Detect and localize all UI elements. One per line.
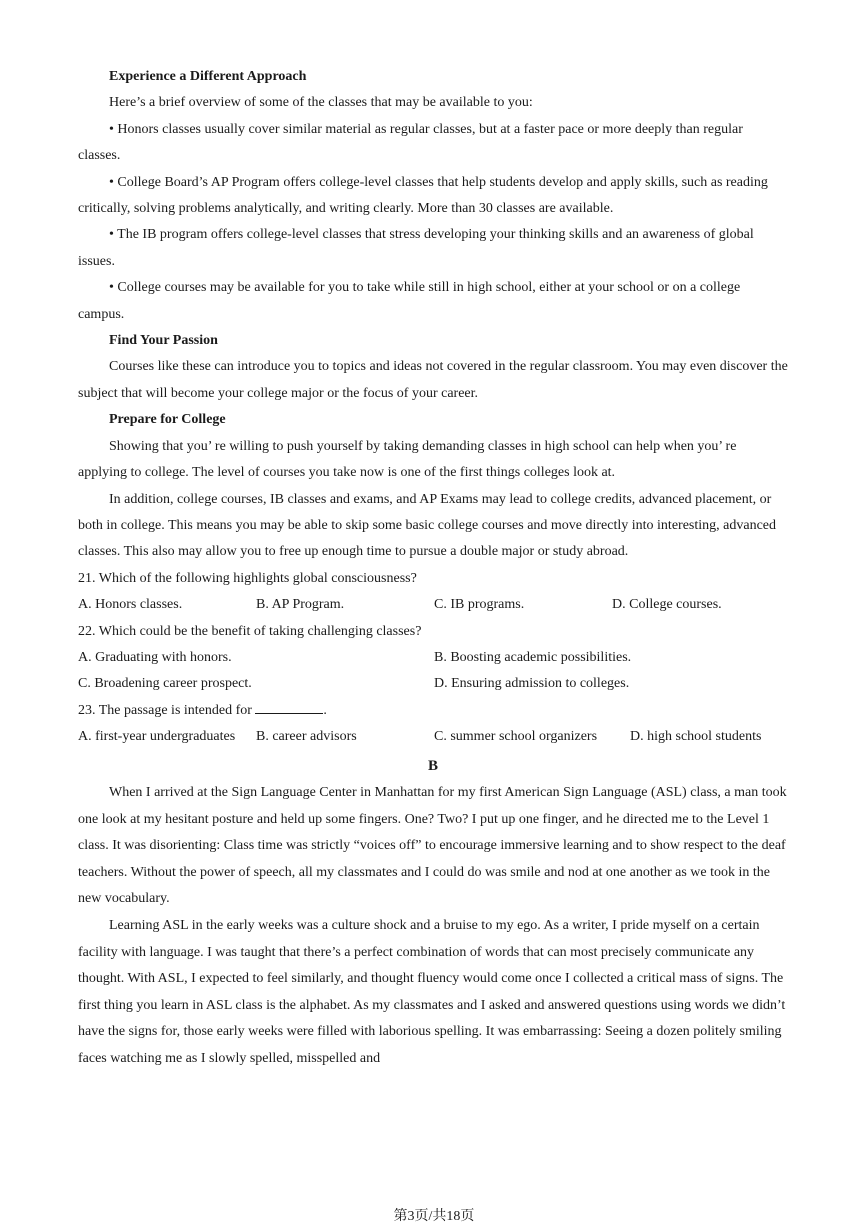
question-23-options	[78, 724, 788, 750]
q23-stem-text: 23. The passage is intended for	[78, 702, 252, 718]
page-footer: 第3页/共18页	[393, 1209, 475, 1224]
intro-paragraph: Here’s a brief overview of some of the classes that may be available to you:	[109, 95, 533, 111]
bullet-college-courses: • College courses may be available for you to take while still in high school, either at your school or on a college campus.	[78, 280, 741, 322]
q23-option-a: A. first-year undergraduates	[78, 729, 236, 745]
answer-blank	[255, 699, 323, 714]
q22-option-b: B. Boosting academic possibilities.	[434, 649, 632, 665]
q23-option-d: D. high school students	[630, 729, 762, 745]
q21-option-a: A. Honors classes.	[78, 597, 183, 613]
section-b	[78, 780, 788, 1073]
question-21-options	[78, 592, 788, 618]
q22-option-a: A. Graduating with honors.	[78, 649, 232, 665]
q21-option-b: B. AP Program.	[256, 597, 345, 613]
question-23-stem	[78, 698, 788, 724]
q21-option-c: C. IB programs.	[434, 597, 525, 613]
section-b-paragraph-1: When I arrived at the Sign Language Center in Manhattan for my first American Sign Language (ASL) class, a man took one look at my hesitant posture and held up some fingers. One? Two? I put up one finger, and he directed me to the Level 1 class. It was disorienting: Class time was strictly “voices off” to encourage immersive learning and to show respect to the deaf teachers. Without the power of speech, all my classmates and I could do was smile and nod at one another as we took in the new vocabulary.	[78, 784, 787, 907]
prepare-paragraph-2: In addition, college courses, IB classes and exams, and AP Exams may lead to college credits, advanced placement, or both in college. This means you may be able to skip some basic college courses and move directly into interesting, advanced classes. This also may allow you to free up enough time to pursue a double major or study abroad.	[78, 491, 776, 560]
q23-stem-end: .	[323, 702, 327, 718]
q22-option-c: C. Broadening career prospect.	[78, 676, 252, 692]
question-22-options-row2	[78, 671, 788, 697]
prepare-paragraph-1: Showing that you’ re willing to push yourself by taking demanding classes in high school can help when you’ re applying to college. The level of courses you take now is one of the first things colleges look at.	[78, 438, 737, 481]
q23-option-b: B. career advisors	[256, 729, 357, 745]
heading-experience: Experience a Different Approach	[109, 69, 307, 84]
heading-passion: Find Your Passion	[109, 333, 218, 349]
q22-option-d: D. Ensuring admission to colleges.	[434, 676, 630, 692]
section-b-label: B	[427, 757, 438, 774]
passion-paragraph: Courses like these can introduce you to topics and ideas not covered in the regular classroom. You may even discover the subject that will become your college major or the focus of your career.	[78, 359, 788, 401]
heading-prepare: Prepare for College	[109, 412, 226, 428]
bullet-ap: • College Board’s AP Program offers college-level classes that help students develop and apply skills, such as reading critically, solving problems analytically, and writing clearly. More than 30 classes are available.	[78, 174, 768, 217]
section-b-paragraph-2: Learning ASL in the early weeks was a culture shock and a bruise to my ego. As a writer, I pride myself on a certain facility with language. I was taught that there’s a perfect combination of words that can most precisely communicate any thought. With ASL, I expected to feel similarly, and thought fluency would come once I collected a critical mass of signs. The first thing you learn in ASL class is the alphabet. As my classmates and I asked and answered questions using words we didn’t have the signs for, those early weeks were filled with laborious spelling. It was embarrassing: Seeing a dozen politely smiling faces watching me as I slowly spelled, misspelled and	[78, 917, 786, 1066]
q21-option-d: D. College courses.	[612, 597, 722, 613]
question-22-stem: 22. Which could be the benefit of taking challenging classes?	[78, 623, 422, 639]
q23-option-c: C. summer school organizers	[434, 729, 598, 745]
document-page	[78, 64, 788, 1073]
question-21-stem: 21. Which of the following highlights global consciousness?	[78, 570, 417, 586]
bullet-honors: • Honors classes usually cover similar material as regular classes, but at a faster pace or more deeply than regular classes.	[78, 121, 743, 164]
question-22-options-row1	[78, 645, 788, 671]
bullet-ib: • The IB program offers college-level classes that stress developing your thinking skills and an awareness of global issues.	[78, 227, 754, 269]
